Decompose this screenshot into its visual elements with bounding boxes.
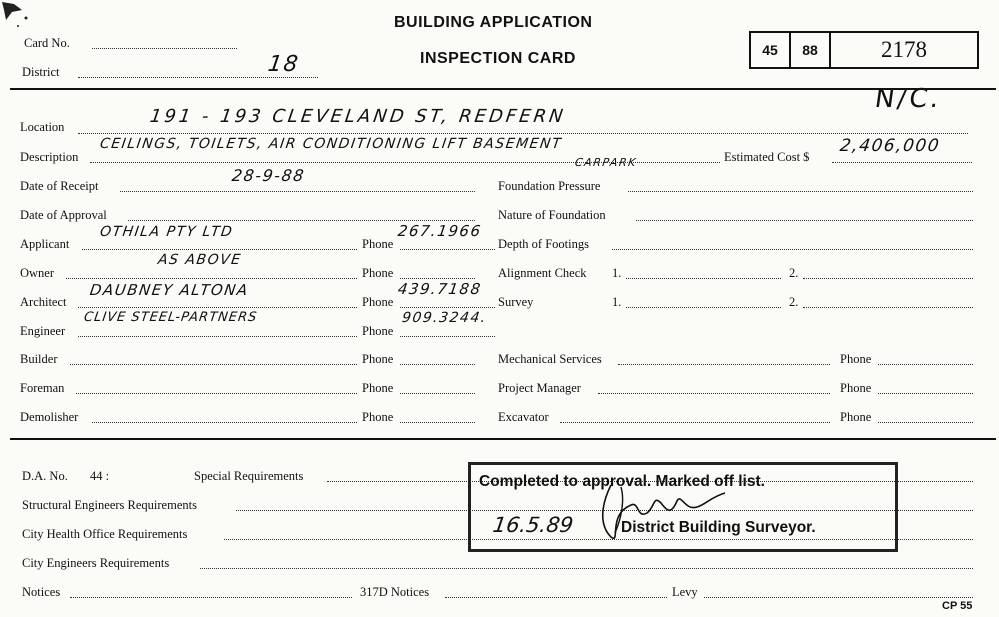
location-line	[78, 133, 968, 134]
engineer-label: Engineer	[20, 324, 66, 338]
estimated-cost-label: Estimated Cost $	[724, 150, 810, 164]
alignment-check-1-label: 1.	[612, 266, 622, 280]
architect-value: DAUBNEY ALTONA	[88, 281, 251, 299]
form-title-line1: BUILDING APPLICATION	[394, 14, 593, 31]
form-title-line2: INSPECTION CARD	[420, 50, 576, 67]
mechanical-label: Mechanical Services	[498, 352, 602, 366]
foreman-phone-line	[400, 393, 475, 394]
survey-1-line	[626, 307, 781, 308]
demolisher-phone-label: Phone	[362, 410, 394, 424]
applicant-value: OTHILA PTY LTD	[98, 224, 235, 240]
foundation-pressure-line	[628, 191, 973, 192]
nature-foundation-line	[636, 220, 973, 221]
engineer-phone-line	[400, 336, 495, 337]
levy-label: Levy	[672, 585, 698, 599]
structural-requirements-label: Structural Engineers Requirements	[22, 498, 197, 512]
city-health-requirements-label: City Health Office Requirements	[22, 527, 188, 541]
applicant-label: Applicant	[20, 237, 70, 251]
demolisher-phone-line	[400, 422, 475, 423]
nature-foundation-label: Nature of Foundation	[498, 208, 606, 222]
stamp-completed-text: Completed to approval. Marked off list.	[479, 473, 765, 490]
notices-317d-label: 317D Notices	[360, 585, 430, 599]
survey-2-label: 2.	[789, 295, 799, 309]
builder-phone-label: Phone	[362, 352, 394, 366]
date-receipt-value: 28-9-88	[230, 166, 307, 185]
da-no-label: D.A. No.	[22, 469, 68, 483]
district-label: District	[22, 65, 60, 79]
date-approval-line	[128, 220, 475, 221]
owner-phone-label: Phone	[362, 266, 394, 280]
owner-line	[66, 278, 357, 279]
alignment-check-2-line	[803, 278, 973, 279]
builder-label: Builder	[20, 352, 58, 366]
survey-1-label: 1.	[612, 295, 622, 309]
description-label: Description	[20, 150, 79, 164]
card-no-label: Card No.	[24, 36, 70, 50]
architect-phone-value: 439.7188	[396, 280, 483, 298]
foreman-label: Foreman	[20, 381, 65, 395]
date-receipt-line	[120, 191, 475, 192]
alignment-check-2-label: 2.	[789, 266, 799, 280]
builder-phone-line	[400, 364, 475, 365]
depth-footings-label: Depth of Footings	[498, 237, 589, 251]
header-divider	[10, 88, 996, 90]
application-number-box	[749, 31, 979, 69]
alignment-check-label: Alignment Check	[498, 266, 587, 280]
notices-317d-line	[445, 597, 667, 598]
foreman-line	[76, 393, 357, 394]
project-manager-phone-line	[878, 393, 973, 394]
date-approval-label: Date of Approval	[20, 208, 107, 222]
notices-line	[70, 597, 352, 598]
engineer-line	[78, 336, 357, 337]
description-value-line2: CARPARK	[574, 156, 638, 169]
da-no-value: 44 :	[90, 469, 110, 483]
survey-2-line	[803, 307, 973, 308]
engineer-value: CLIVE STEEL-PARTNERS	[82, 310, 259, 325]
middle-divider	[10, 438, 996, 440]
engineer-phone-label: Phone	[362, 324, 394, 338]
application-number-part1: 45	[751, 33, 791, 67]
application-number-part2: 88	[791, 33, 831, 67]
description-value: CEILINGS, TOILETS, AIR CONDITIONING LIFT BASEMENT	[98, 136, 564, 152]
location-value: 191 - 193 CLEVELAND ST, REDFERN	[148, 106, 568, 127]
stamp-surveyor-text: District Building Surveyor.	[621, 519, 816, 536]
applicant-phone-label: Phone	[362, 237, 394, 251]
city-engineers-requirements-line	[200, 568, 973, 569]
owner-phone-line	[400, 278, 475, 279]
project-manager-line	[598, 393, 830, 394]
depth-footings-line	[612, 249, 973, 250]
architect-line	[78, 307, 357, 308]
owner-value: AS ABOVE	[156, 252, 243, 268]
architect-phone-label: Phone	[362, 295, 394, 309]
notices-label: Notices	[22, 585, 61, 599]
applicant-phone-value: 267.1966	[396, 222, 483, 240]
excavator-phone-label: Phone	[840, 410, 872, 424]
card-no-line	[92, 48, 237, 49]
top-left-smudge	[0, 0, 40, 40]
estimated-cost-line	[832, 162, 972, 163]
mechanical-line	[618, 364, 830, 365]
excavator-label: Excavator	[498, 410, 549, 424]
signature-scribble	[581, 475, 731, 547]
excavator-phone-line	[878, 422, 973, 423]
owner-label: Owner	[20, 266, 55, 280]
survey-label: Survey	[498, 295, 534, 309]
project-manager-label: Project Manager	[498, 381, 581, 395]
architect-label: Architect	[20, 295, 67, 309]
alignment-check-1-line	[626, 278, 781, 279]
applicant-phone-line	[400, 249, 495, 250]
special-requirements-label: Special Requirements	[194, 469, 304, 483]
stamp-date-value: 16.5.89	[491, 513, 575, 537]
district-value: 18	[266, 52, 301, 77]
foreman-phone-label: Phone	[362, 381, 394, 395]
application-number-part3: 2178	[881, 37, 927, 62]
demolisher-label: Demolisher	[20, 410, 79, 424]
estimated-cost-value: 2,406,000	[838, 136, 942, 156]
builder-line	[70, 364, 357, 365]
nc-note: N/C.	[872, 84, 944, 114]
city-engineers-requirements-label: City Engineers Requirements	[22, 556, 170, 570]
architect-phone-line	[400, 307, 495, 308]
engineer-phone-value: 909.3244.	[400, 310, 488, 326]
applicant-line	[82, 249, 357, 250]
date-receipt-label: Date of Receipt	[20, 179, 99, 193]
demolisher-line	[92, 422, 357, 423]
completion-stamp	[468, 462, 898, 552]
levy-line	[704, 597, 973, 598]
district-line	[78, 77, 318, 78]
mechanical-phone-label: Phone	[840, 352, 872, 366]
form-code: CP 55	[942, 600, 973, 612]
mechanical-phone-line	[878, 364, 973, 365]
foundation-pressure-label: Foundation Pressure	[498, 179, 601, 193]
excavator-line	[560, 422, 830, 423]
project-manager-phone-label: Phone	[840, 381, 872, 395]
location-label: Location	[20, 120, 65, 134]
